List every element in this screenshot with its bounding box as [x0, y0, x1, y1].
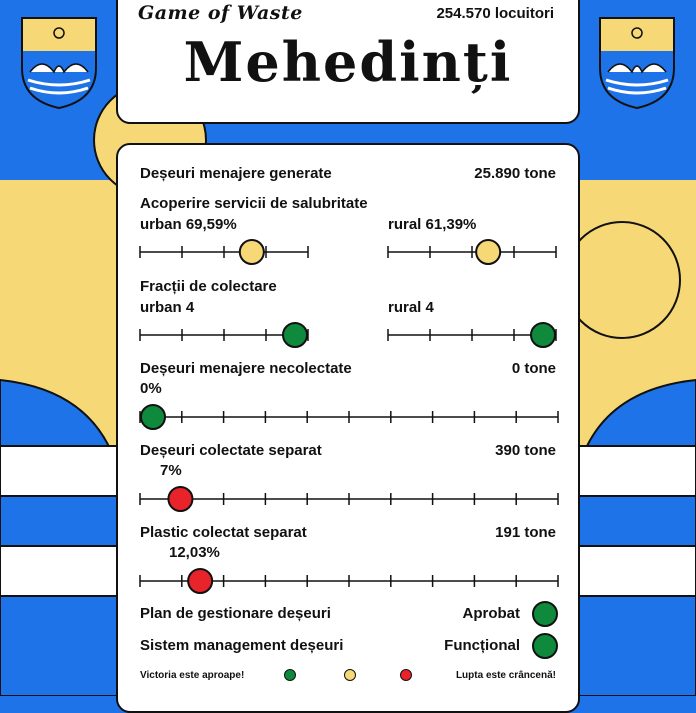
- generated-label: Deșeuri menajere generate: [140, 165, 332, 182]
- uncollected-pct: 0%: [140, 380, 162, 397]
- plan-value: Aprobat: [462, 605, 520, 622]
- plan-status-dot: [532, 601, 558, 627]
- level-marker: [141, 405, 165, 429]
- generated-value: 25.890 tone: [474, 165, 556, 182]
- level-marker: [240, 240, 264, 264]
- uncollected-label: Deșeuri menajere necolectate: [140, 360, 352, 377]
- legend-green-dot: [284, 669, 296, 681]
- coverage-label: Acoperire servicii de salubritate: [140, 195, 368, 212]
- system-label: Sistem management deșeuri: [140, 637, 344, 654]
- fractions-urban-scale: [140, 320, 308, 350]
- plastic-label: Plastic colectat separat: [140, 524, 307, 541]
- plastic-scale: [140, 566, 558, 596]
- legend-left-text: Victoria este aproape!: [140, 670, 245, 681]
- plastic-value: 191 tone: [495, 524, 556, 541]
- separate-label: Deșeuri colectate separat: [140, 442, 322, 459]
- level-marker: [168, 487, 192, 511]
- header-card: [116, 0, 580, 124]
- fractions-rural-label: rural 4: [388, 299, 434, 316]
- level-marker: [283, 323, 307, 347]
- system-value: Funcțional: [444, 637, 520, 654]
- coverage-urban-label: urban 69,59%: [140, 216, 237, 233]
- coverage-rural-label: rural 61,39%: [388, 216, 477, 233]
- coverage-rural-scale: [388, 237, 556, 267]
- county-name: Mehedinți: [183, 30, 513, 94]
- coat-of-arms-left: [20, 16, 98, 110]
- legend-red-dot: [400, 669, 412, 681]
- brand-title: Game of Waste: [138, 2, 303, 24]
- plastic-pct: 12,03%: [169, 544, 220, 561]
- level-marker: [531, 323, 555, 347]
- fractions-rural-scale: [388, 320, 556, 350]
- uncollected-scale: [140, 402, 558, 432]
- system-status-dot: [532, 633, 558, 659]
- population: 254.570 locuitori: [436, 5, 554, 22]
- coverage-urban-scale: [140, 237, 308, 267]
- level-marker: [188, 569, 212, 593]
- level-marker: [476, 240, 500, 264]
- fractions-urban-label: urban 4: [140, 299, 195, 316]
- legend-yellow-dot: [344, 669, 356, 681]
- fractions-label: Fracții de colectare: [140, 278, 277, 295]
- separate-value: 390 tone: [495, 442, 556, 459]
- separate-pct: 7%: [160, 462, 182, 479]
- separate-scale: [140, 484, 558, 514]
- plan-label: Plan de gestionare deșeuri: [140, 605, 331, 622]
- stats-card: [116, 143, 580, 713]
- uncollected-value: 0 tone: [511, 360, 556, 377]
- legend-right-text: Lupta este crâncenă!: [455, 670, 556, 681]
- coat-of-arms-right: [598, 16, 676, 110]
